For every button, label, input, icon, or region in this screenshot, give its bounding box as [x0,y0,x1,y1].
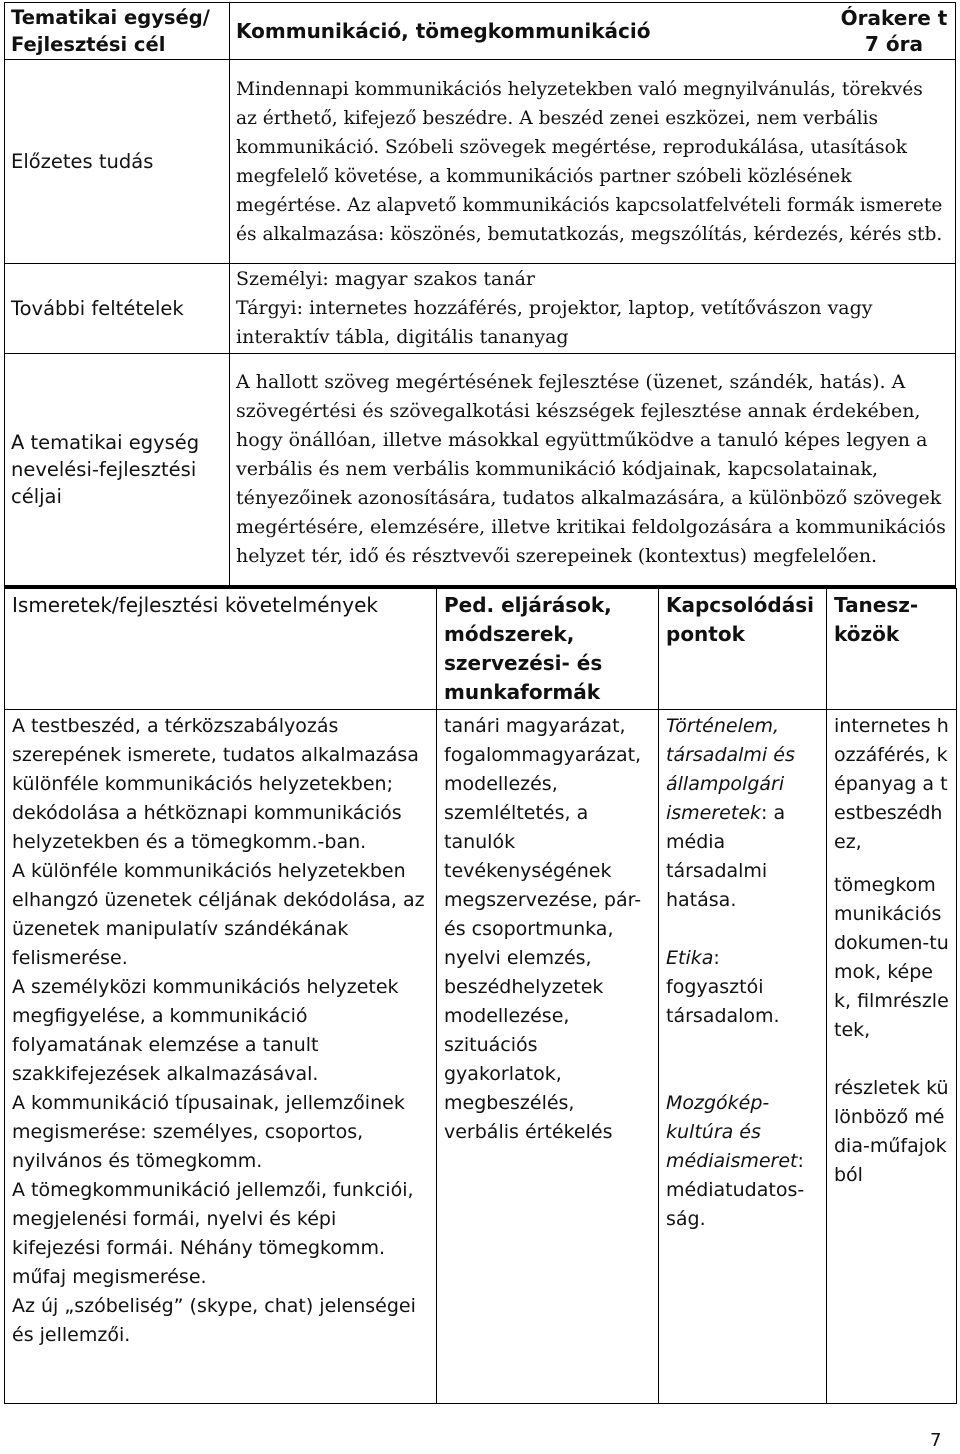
column-tools-header [827,589,957,710]
further-conditions-label: További feltételek [11,297,184,320]
goals-label-cell [5,354,230,586]
link-subject: Etika [666,947,714,969]
column-tools-title: Tanesz-közök [834,593,919,646]
methods-text: tanári magyarázat, fogalommagyarázat, modellezés, szemléltetés, a tanulók tevékenységének megszervezése, pár- és csoportmunka, nyelvi elemzés, beszédhelyzetek modellezése, szituációs gyakorlatok, megbeszélés, verbális értékelés [444,715,642,1143]
knowledge-item: A kommunikáció típusainak, jellemzőinek megismerése: személyes, csoportos, nyilvános és tömegkomm. [12,1092,405,1172]
knowledge-item: A tömegkommunikáció jellemzői, funkciói, megjelenési formái, nyelvi és képi kifejezési formái. Néhány tömegkomm. műfaj megismerése. [12,1179,414,1288]
further-conditions-label-cell [5,264,230,354]
link-topic: fogyasztói társadalom. [666,976,780,1027]
link-subject: Történelem, társadalmi és állampolgári ismeretek [666,715,795,824]
knowledge-item: A különféle kommunikációs helyzetekben elhangzó üzenetek céljának dekódolása, az üzenetek manipulatív szándékának felismerése. [12,860,425,969]
tool-item: részletek különböző média-műfajokból [834,1077,949,1186]
tool-item: tömegkommunikációs dokumen-tumok, képek, filmrészletek, [834,874,949,1041]
column-links-title: Kapcsolódási pontok [666,593,814,646]
hours-label: Órakere t 7 óra [840,6,948,56]
personal-conditions: Személyi: magyar szakos tanár [236,268,535,290]
unit-label: Tematikai egység/ Fejlesztési cél [11,6,210,56]
prior-knowledge-label: Előzetes tudás [11,150,154,173]
prior-knowledge-label-cell [5,60,230,264]
goals-label: A tematikai egység nevelési-fejlesztési céljai [11,431,200,508]
knowledge-cell [5,710,437,1404]
methods-cell [437,710,659,1404]
column-knowledge-header [5,589,437,710]
link-item: Mozgókép-kultúra és médiaismeret: médiatudatos-ság. [666,1092,805,1230]
link-item: Etika: fogyasztói társadalom. [666,947,780,1027]
page-number: 7 [930,1430,942,1451]
link-subject: Mozgókép-kultúra és médiaismeret [666,1092,798,1172]
column-methods-header [437,589,659,710]
column-knowledge-title: Ismeretek/fejlesztési követelmények [12,593,378,617]
link-topic: médiatudatos-ság. [666,1179,805,1230]
links-cell [659,710,827,1404]
unit-title: Kommunikáció, tömegkommunikáció [236,18,651,43]
goals-text: A hallott szöveg megértésének fejlesztése (üzenet, szándék, hatás). A szövegértési és szövegalkotási készségek fejlesztése annak érdekében, hogy önállóan, illetve másokkal együttműködve a tanuló képes legyen a verbális és nem verbális kommunikáció kódjainak, kapcsolatainak, tényezőinek azonosítására, tudatos alkalmazására, a különböző szövegek megértésére, elemzésére, illetve kritikai feldolgozására a kommunikációs helyzet tér, idő és résztvevői szerepeinek (kontextus) megfelelően. [236,371,946,567]
tools-cell [827,710,957,1404]
unit-info-table [4,2,956,586]
link-item: Történelem, társadalmi és állampolgári ismeretek: a média társadalmi hatása. [666,715,795,911]
knowledge-item: A személyközi kommunikációs helyzetek megfigyelése, a kommunikáció folyamatának elemzése a tanult szakkifejezések alkalmazásával. [12,976,399,1085]
goals-text-cell [230,354,956,586]
tool-item: internetes hozzáférés, képanyag a testbeszédhez, [834,715,949,853]
prior-knowledge-text: Mindennapi kommunikációs helyzetekben való megnyilvánulás, törekvés az érthető, kifejező beszédre. A beszéd zenei eszközei, nem verbális kommunikáció. Szóbeli szövegek megértése, reprodukálása, utasítások megfelelő követése, a kommunikációs partner szóbeli közlésének megértése. Az alapvető kommunikációs kapcsolatfelvételi formák ismerete és alkalmazása: köszönés, bemutatkozás, megszólítás, kérdezés, kérés stb. [236,78,943,245]
material-conditions: Tárgyi: internetes hozzáférés, projektor, laptop, vetítővászon vagy interaktív tábla, digitális tananyag [236,297,873,348]
prior-knowledge-text-cell [230,60,956,264]
link-topic: a média társadalmi hatása. [666,802,786,911]
unit-title-cell [230,3,956,60]
knowledge-item: A testbeszéd, a térközszabályozás szerepének ismerete, tudatos alkalmazása különféle kommunikációs helyzetekben; dekódolása a hétköznapi kommunikációs helyzetekben és a tömegkomm.-ban. [12,715,419,853]
knowledge-item: Az új „szóbeliség” (skype, chat) jelenségei és jellemzői. [12,1295,416,1346]
column-methods-title: Ped. eljárások, módszerek, szervezési- és munkaformák [444,593,612,704]
requirements-table [4,588,957,1404]
column-links-header [659,589,827,710]
further-conditions-text-cell [230,264,956,354]
unit-label-cell [5,3,230,60]
